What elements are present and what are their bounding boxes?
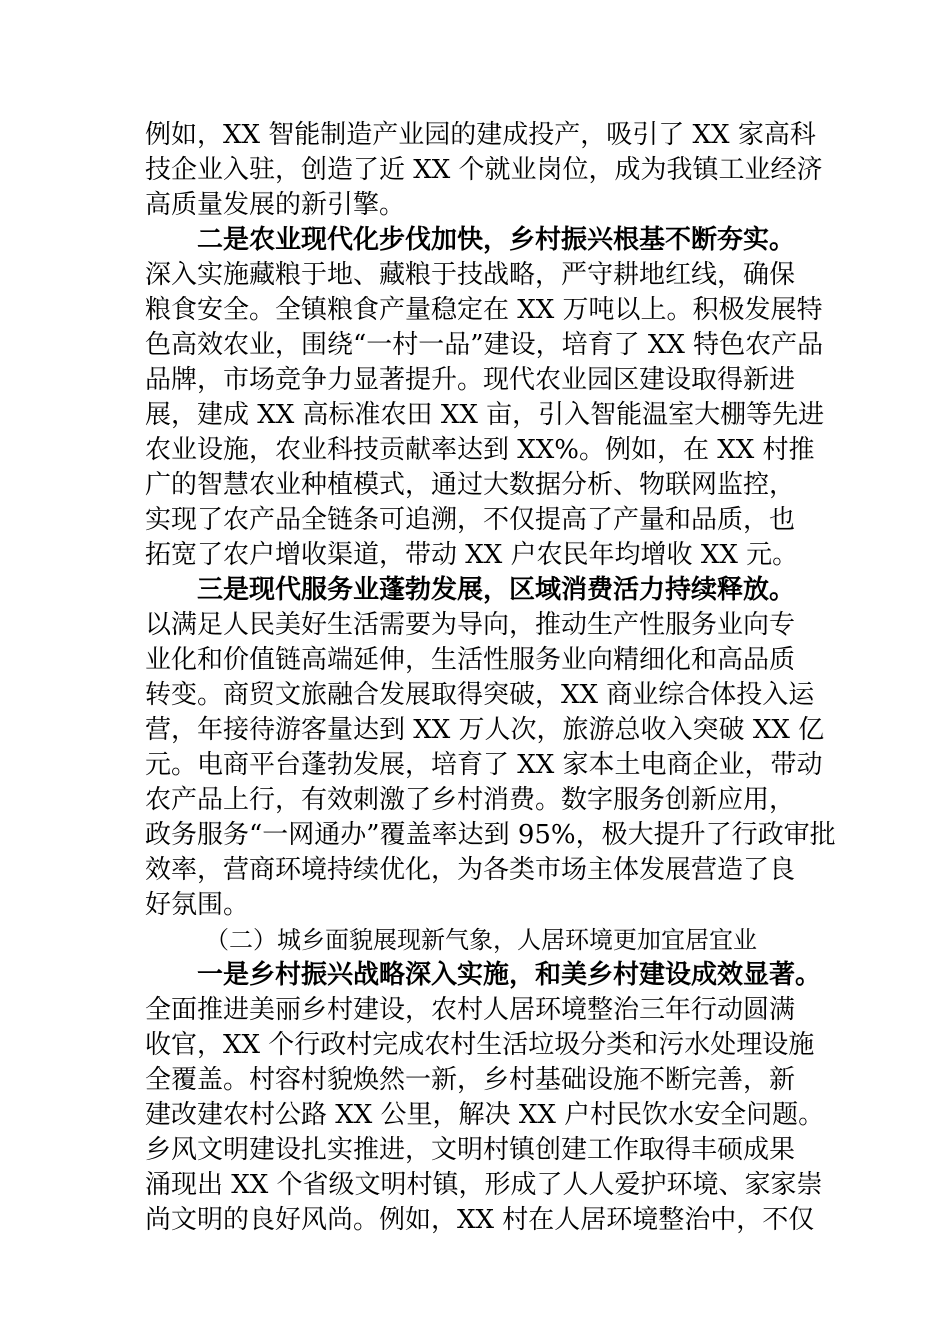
text-line: 全覆盖。村容村貌焕然一新，乡村基础设施不断完善，新: [145, 1065, 796, 1095]
text-line: 以满足人民美好生活需要为导向，推动生产性服务业向专: [145, 610, 796, 640]
text-line: 展，建成 XX 高标准农田 XX 亩，引入智能温室大棚等先进: [145, 400, 825, 430]
text-line: 营，年接待游客量达到 XX 万人次，旅游总收入突破 XX 亿: [145, 715, 825, 745]
document-body: [145, 118, 836, 1238]
text-line: 品牌，市场竞争力显著提升。现代农业园区建设取得新进: [145, 365, 796, 395]
text-line: 农产品上行，有效刺激了乡村消费。数字服务创新应用，: [145, 785, 796, 815]
text-line: 政务服务“一网通办”覆盖率达到 95%，极大提升了行政审批: [145, 820, 836, 850]
text-line: 拓宽了农户增收渠道，带动 XX 户农民年均增收 XX 元。: [145, 540, 799, 570]
text-line: 例如，XX 智能制造产业园的建成投产，吸引了 XX 家高科: [145, 120, 816, 150]
text-line: 业化和价值链高端延伸，生活性服务业向精细化和高品质: [145, 645, 796, 675]
text-line: 效率，营商环境持续优化，为各类市场主体发展营造了良: [145, 855, 796, 885]
text-line: 好氛围。: [145, 890, 250, 920]
section-lead-heading: 三是现代服务业蓬勃发展，区域消费活力持续释放。: [197, 575, 796, 605]
text-line: 技企业入驻，创造了近 XX 个就业岗位，成为我镇工业经济: [145, 155, 823, 185]
text-line: 色高效农业，围绕“一村一品”建设，培育了 XX 特色农产品: [145, 330, 824, 360]
text-line: 广的智慧农业种植模式，通过大数据分析、物联网监控，: [145, 470, 796, 500]
subsection-title: （二）城乡面貌展现新气象，人居环境更加宜居宜业: [205, 926, 757, 954]
text-line: 涌现出 XX 个省级文明村镇，形成了人人爱护环境、家家崇: [145, 1170, 823, 1200]
text-line: 乡风文明建设扎实推进，文明村镇创建工作取得丰硕成果: [145, 1135, 796, 1165]
text-line: 元。电商平台蓬勃发展，培育了 XX 家本土电商企业，带动: [145, 750, 823, 780]
text-line: 建改建农村公路 XX 公里，解决 XX 户村民饮水安全问题。: [145, 1100, 825, 1130]
text-line: 实现了农产品全链条可追溯，不仅提高了产量和品质，也: [145, 505, 796, 535]
text-line: 收官，XX 个行政村完成农村生活垃圾分类和污水处理设施: [145, 1030, 815, 1060]
section-lead-heading: 二是农业现代化步伐加快，乡村振兴根基不断夯实。: [197, 225, 796, 255]
text-line: 尚文明的良好风尚。例如，XX 村在人居环境整治中，不仅: [145, 1205, 815, 1235]
text-line: 全面推进美丽乡村建设，农村人居环境整治三年行动圆满: [145, 995, 796, 1025]
section-lead-heading: 一是乡村振兴战略深入实施，和美乡村建设成效显著。: [197, 960, 822, 990]
text-line: 粮食安全。全镇粮食产量稳定在 XX 万吨以上。积极发展特: [145, 295, 823, 325]
text-line: 高质量发展的新引擎。: [145, 190, 406, 220]
text-line: 深入实施藏粮于地、藏粮于技战略，严守耕地红线，确保: [145, 260, 796, 290]
text-line: 转变。商贸文旅融合发展取得突破，XX 商业综合体投入运: [145, 680, 815, 710]
text-line: 农业设施，农业科技贡献率达到 XX%。例如，在 XX 村推: [145, 435, 815, 465]
